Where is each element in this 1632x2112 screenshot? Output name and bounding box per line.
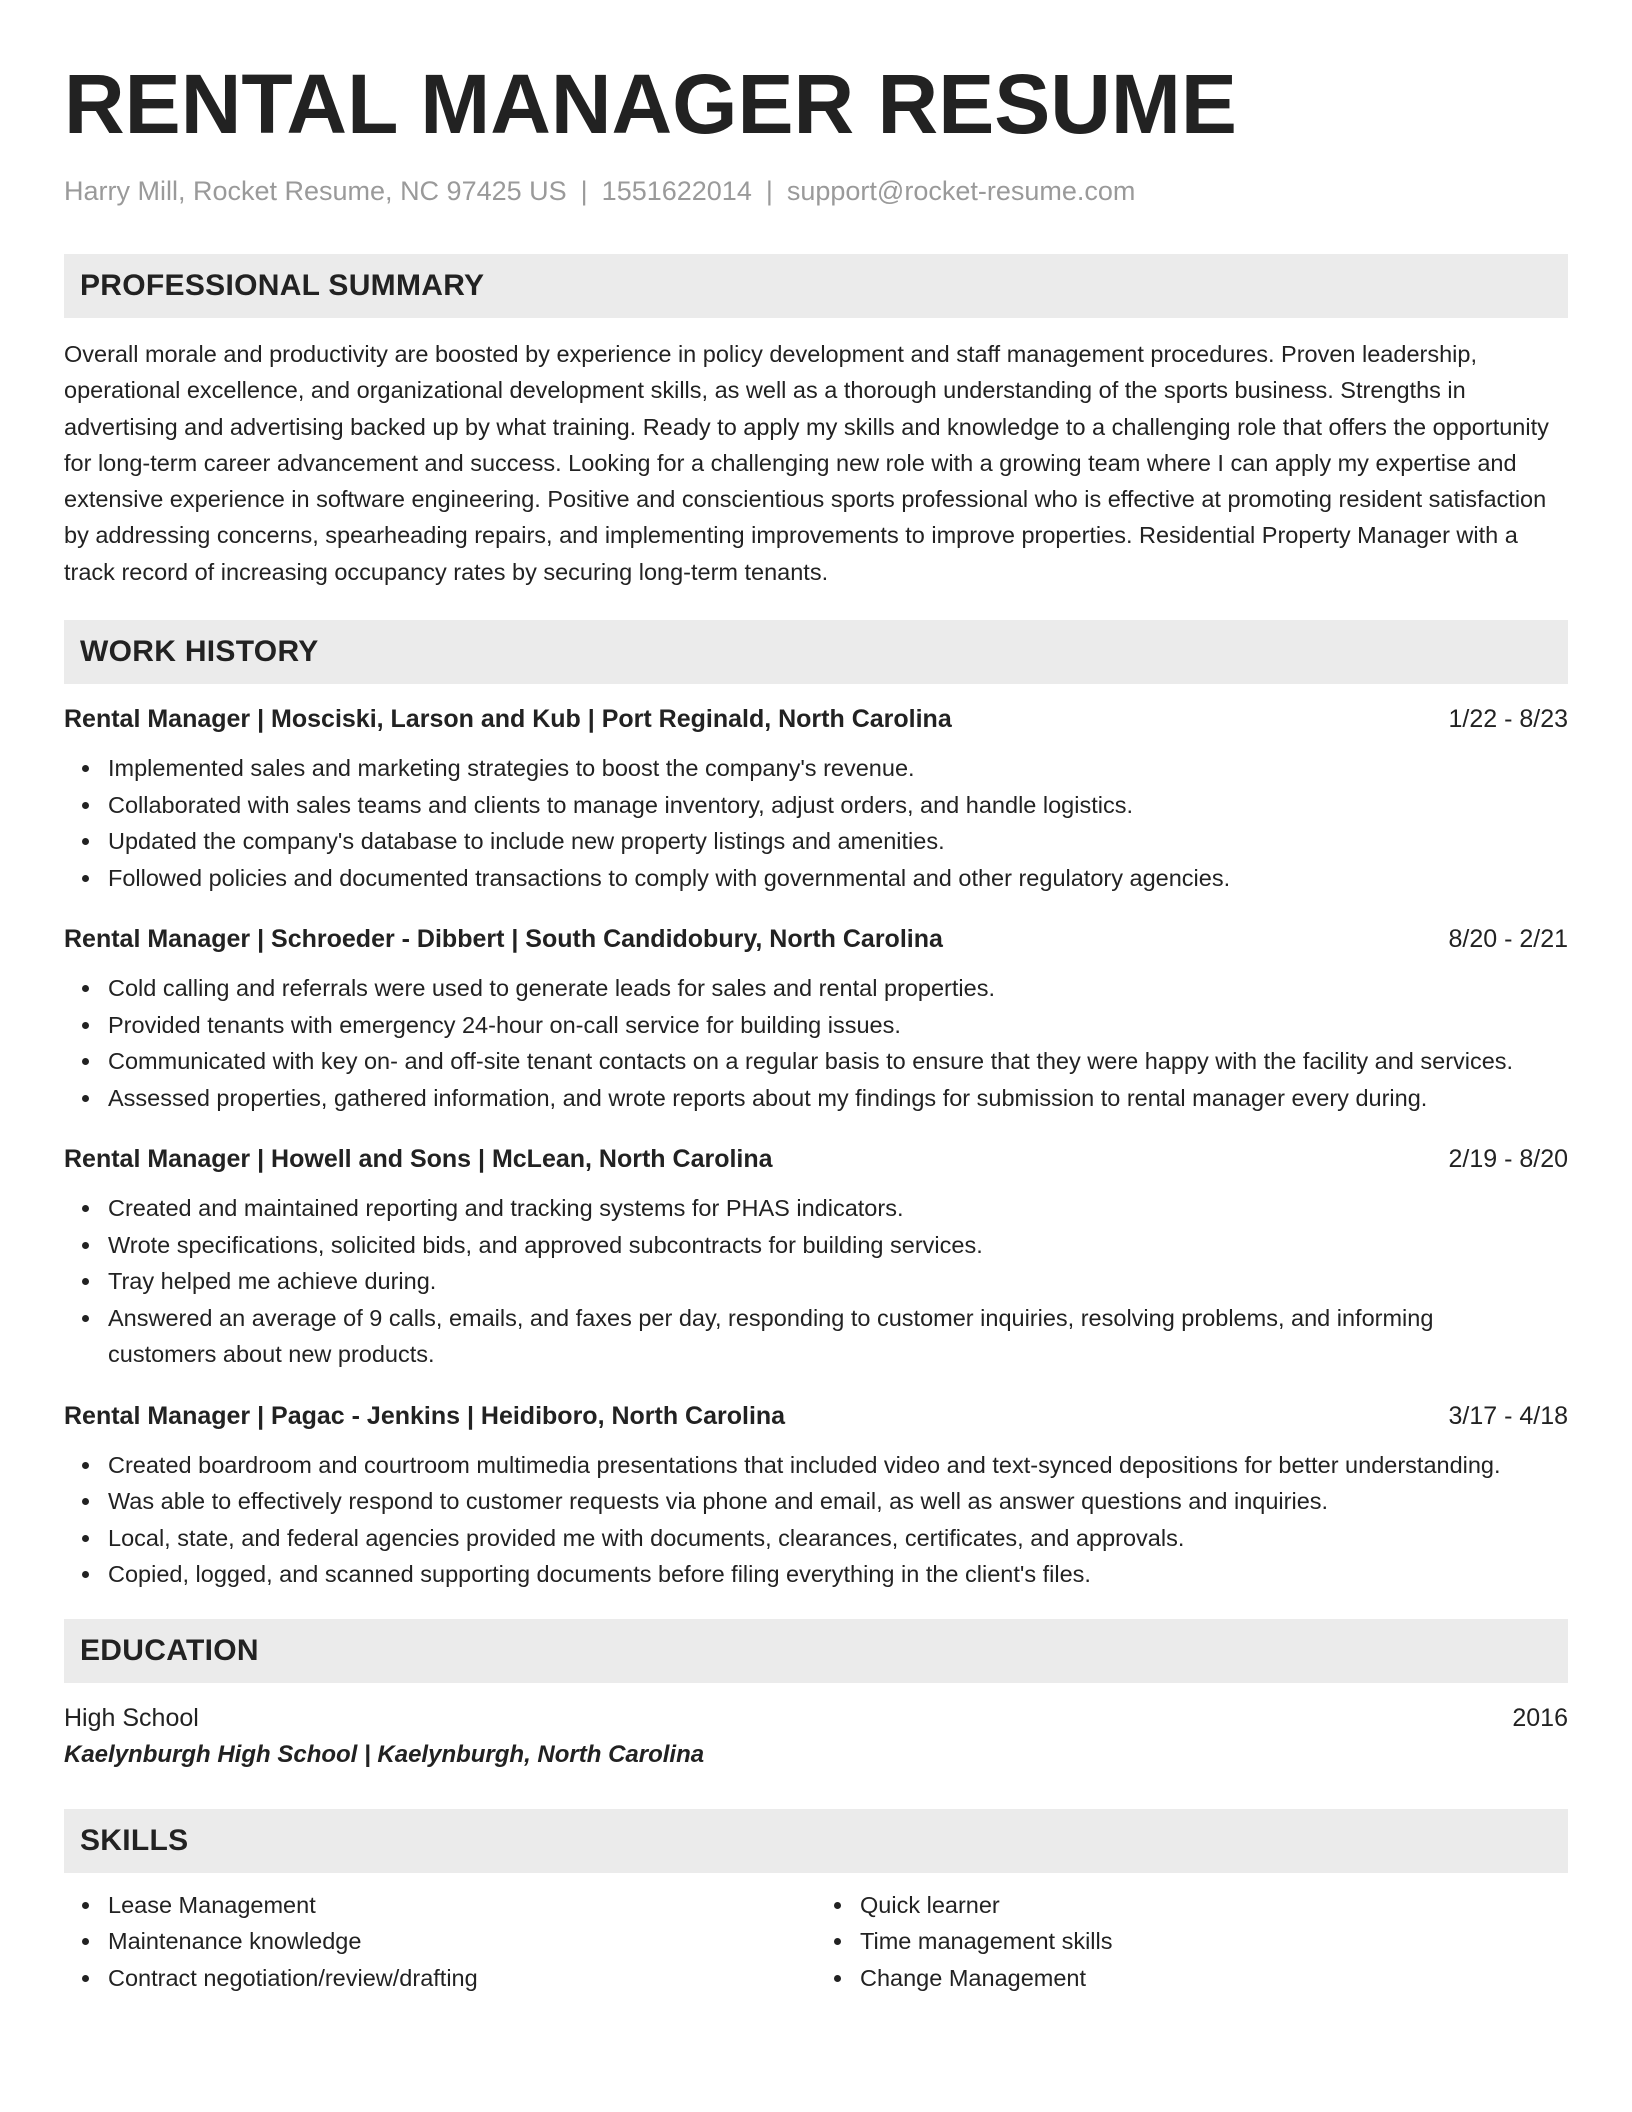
job-bullets <box>64 1447 1568 1593</box>
job-entry <box>64 1142 1568 1373</box>
skills-column-left <box>64 1887 816 1997</box>
job-bullets <box>64 1190 1568 1373</box>
job-dates: 2/19 - 8/20 <box>1448 1145 1568 1174</box>
summary-text: Overall morale and productivity are boosted by experience in policy development and staff management procedures. Proven leadership, operational excellence, and organizational development skills, as well as a thorough understanding of the sports business. Strengths in advertising and advertising backed up by what training. Ready to apply my skills and knowledge to a challenging role that offers the opportunity for long-term career advancement and success. Looking for a challenging new role with a growing team where I can apply my expertise and extensive experience in software engineering. Positive and conscientious sports professional who is effective at promoting resident satisfaction by addressing concerns, spearheading repairs, and implementing improvements to improve properties. Residential Property Manager with a track record of increasing occupancy rates by securing long-term tenants. <box>64 341 1549 585</box>
job-bullet: Local, state, and federal agencies provided me with documents, clearances, certificates, and approvals. <box>108 1520 1568 1557</box>
job-bullet: Was able to effectively respond to customer requests via phone and email, as well as answer questions and inquiries. <box>108 1483 1568 1520</box>
skill-item: Quick learner <box>860 1887 1568 1924</box>
job-bullet: Copied, logged, and scanned supporting documents before filing everything in the client's files. <box>108 1556 1568 1593</box>
job-bullets <box>64 750 1568 896</box>
job-bullet: Assessed properties, gathered information, and wrote reports about my findings for submission to rental manager every during. <box>108 1080 1568 1117</box>
contact-separator: | <box>580 176 588 206</box>
skills-column-right <box>816 1887 1568 1997</box>
summary-heading: PROFESSIONAL SUMMARY <box>64 254 1568 318</box>
job-bullet: Cold calling and referrals were used to generate leads for sales and rental properties. <box>108 970 1568 1007</box>
job-title: Rental Manager | Howell and Sons | McLean, North Carolina <box>64 1145 773 1174</box>
resume-title: RENTAL MANAGER RESUME <box>64 57 1237 151</box>
education-school: Kaelynburgh High School | Kaelynburgh, North Carolina <box>64 1740 705 1768</box>
skill-item: Time management skills <box>860 1923 1568 1960</box>
job-bullet: Created boardroom and courtroom multimedia presentations that included video and text-synced depositions for better understanding. <box>108 1447 1568 1484</box>
job-entry <box>64 702 1568 896</box>
job-entry <box>64 922 1568 1116</box>
job-title: Rental Manager | Mosciski, Larson and Kub | Port Reginald, North Carolina <box>64 705 952 734</box>
job-dates: 1/22 - 8/23 <box>1448 705 1568 734</box>
contact-line <box>64 174 1568 208</box>
contact-email: support@rocket-resume.com <box>786 176 1136 206</box>
job-bullet: Communicated with key on- and off-site tenant contacts on a regular basis to ensure that they were happy with the facility and services. <box>108 1043 1568 1080</box>
job-bullet: Updated the company's database to include new property listings and amenities. <box>108 823 1568 860</box>
skills-list <box>64 1887 1568 1997</box>
job-bullet: Created and maintained reporting and tracking systems for PHAS indicators. <box>108 1190 1568 1227</box>
skill-item: Lease Management <box>108 1887 816 1924</box>
job-bullet: Answered an average of 9 calls, emails, and faxes per day, responding to customer inquiries, resolving problems, and informing customers about new products. <box>108 1300 1568 1373</box>
job-bullet: Collaborated with sales teams and clients to manage inventory, adjust orders, and handle logistics. <box>108 787 1568 824</box>
work-history-heading: WORK HISTORY <box>64 620 1568 684</box>
job-bullet: Wrote specifications, solicited bids, and approved subcontracts for building services. <box>108 1227 1568 1264</box>
skills-heading: SKILLS <box>64 1809 1568 1873</box>
job-bullet: Tray helped me achieve during. <box>108 1263 1568 1300</box>
job-bullets <box>64 970 1568 1116</box>
skill-item: Contract negotiation/review/drafting <box>108 1960 816 1997</box>
job-dates: 8/20 - 2/21 <box>1448 925 1568 954</box>
job-dates: 3/17 - 4/18 <box>1448 1401 1568 1430</box>
education-entry <box>64 1701 1568 1771</box>
job-bullet: Followed policies and documented transactions to comply with governmental and other regulatory agencies. <box>108 860 1568 897</box>
contact-address: Harry Mill, Rocket Resume, NC 97425 US <box>64 176 567 206</box>
job-bullet: Provided tenants with emergency 24-hour on-call service for building issues. <box>108 1007 1568 1044</box>
contact-separator: | <box>765 176 773 206</box>
skill-item: Maintenance knowledge <box>108 1923 816 1960</box>
education-heading: EDUCATION <box>64 1619 1568 1683</box>
education-degree: High School <box>64 1703 199 1732</box>
education-year: 2016 <box>1512 1703 1568 1732</box>
skill-item: Change Management <box>860 1960 1568 1997</box>
job-entry <box>64 1399 1568 1593</box>
job-title: Rental Manager | Pagac - Jenkins | Heidiboro, North Carolina <box>64 1401 786 1430</box>
resume-page <box>64 56 1568 1996</box>
job-title: Rental Manager | Schroeder - Dibbert | South Candidobury, North Carolina <box>64 925 943 954</box>
contact-phone: 1551622014 <box>601 176 752 206</box>
job-bullet: Implemented sales and marketing strategies to boost the company's revenue. <box>108 750 1568 787</box>
